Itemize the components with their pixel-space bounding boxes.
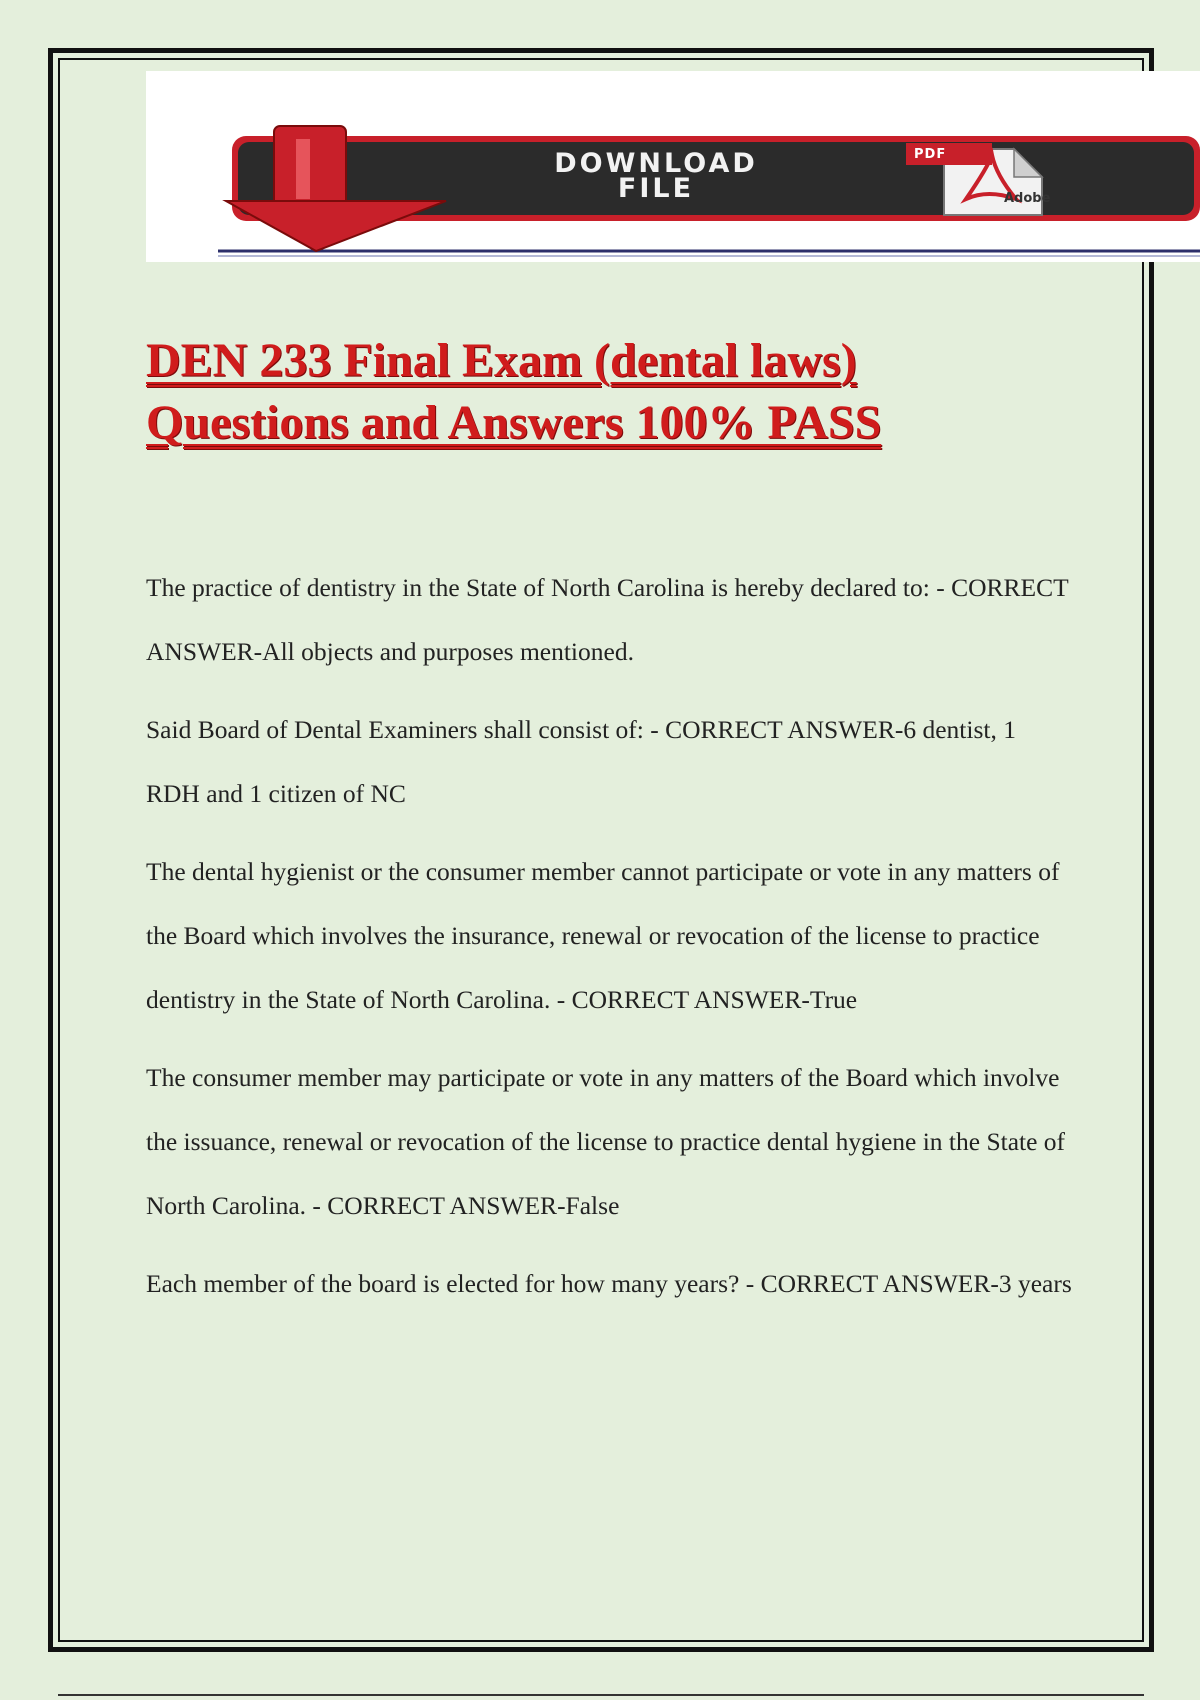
qa-item: The consumer member may participate or vote in any matters of the Board which involve the issuance, renewal or revocation of the license to practice dental hygiene in the State of North Carolina. - CORRECT ANSWER-False — [146, 1063, 1066, 1220]
adobe-tag: Adobe — [1004, 191, 1051, 206]
qa-list — [146, 556, 1076, 1330]
download-label-line1: DOWNLOAD — [554, 148, 758, 179]
download-banner[interactable] — [146, 71, 1200, 262]
pdf-tag: PDF — [914, 147, 947, 162]
download-label-line2: FILE — [617, 173, 695, 204]
download-label — [446, 148, 866, 204]
qa-item: The dental hygienist or the consumer member cannot participate or vote in any matters of the Board which involves the insurance, renewal or revocation of the license to practice dentistry in the State of North Carolina. - CORRECT ANSWER-True — [146, 857, 1060, 1014]
qa-item: Each member of the board is elected for how many years? - CORRECT ANSWER-3 years — [146, 1269, 1072, 1298]
document-title-line2: Questions and Answers 100% PASS — [146, 396, 882, 449]
document-title — [146, 330, 1086, 454]
qa-item: Said Board of Dental Examiners shall consist of: - CORRECT ANSWER-6 dentist, 1 RDH and 1 citizen of NC — [146, 715, 1016, 808]
bottom-rule — [58, 1694, 1144, 1696]
document-title-line1: DEN 233 Final Exam (dental laws) — [146, 334, 857, 387]
qa-item: The practice of dentistry in the State of North Carolina is hereby declared to: - CORRECT ANSWER-All objects and purposes mentioned. — [146, 573, 1069, 666]
